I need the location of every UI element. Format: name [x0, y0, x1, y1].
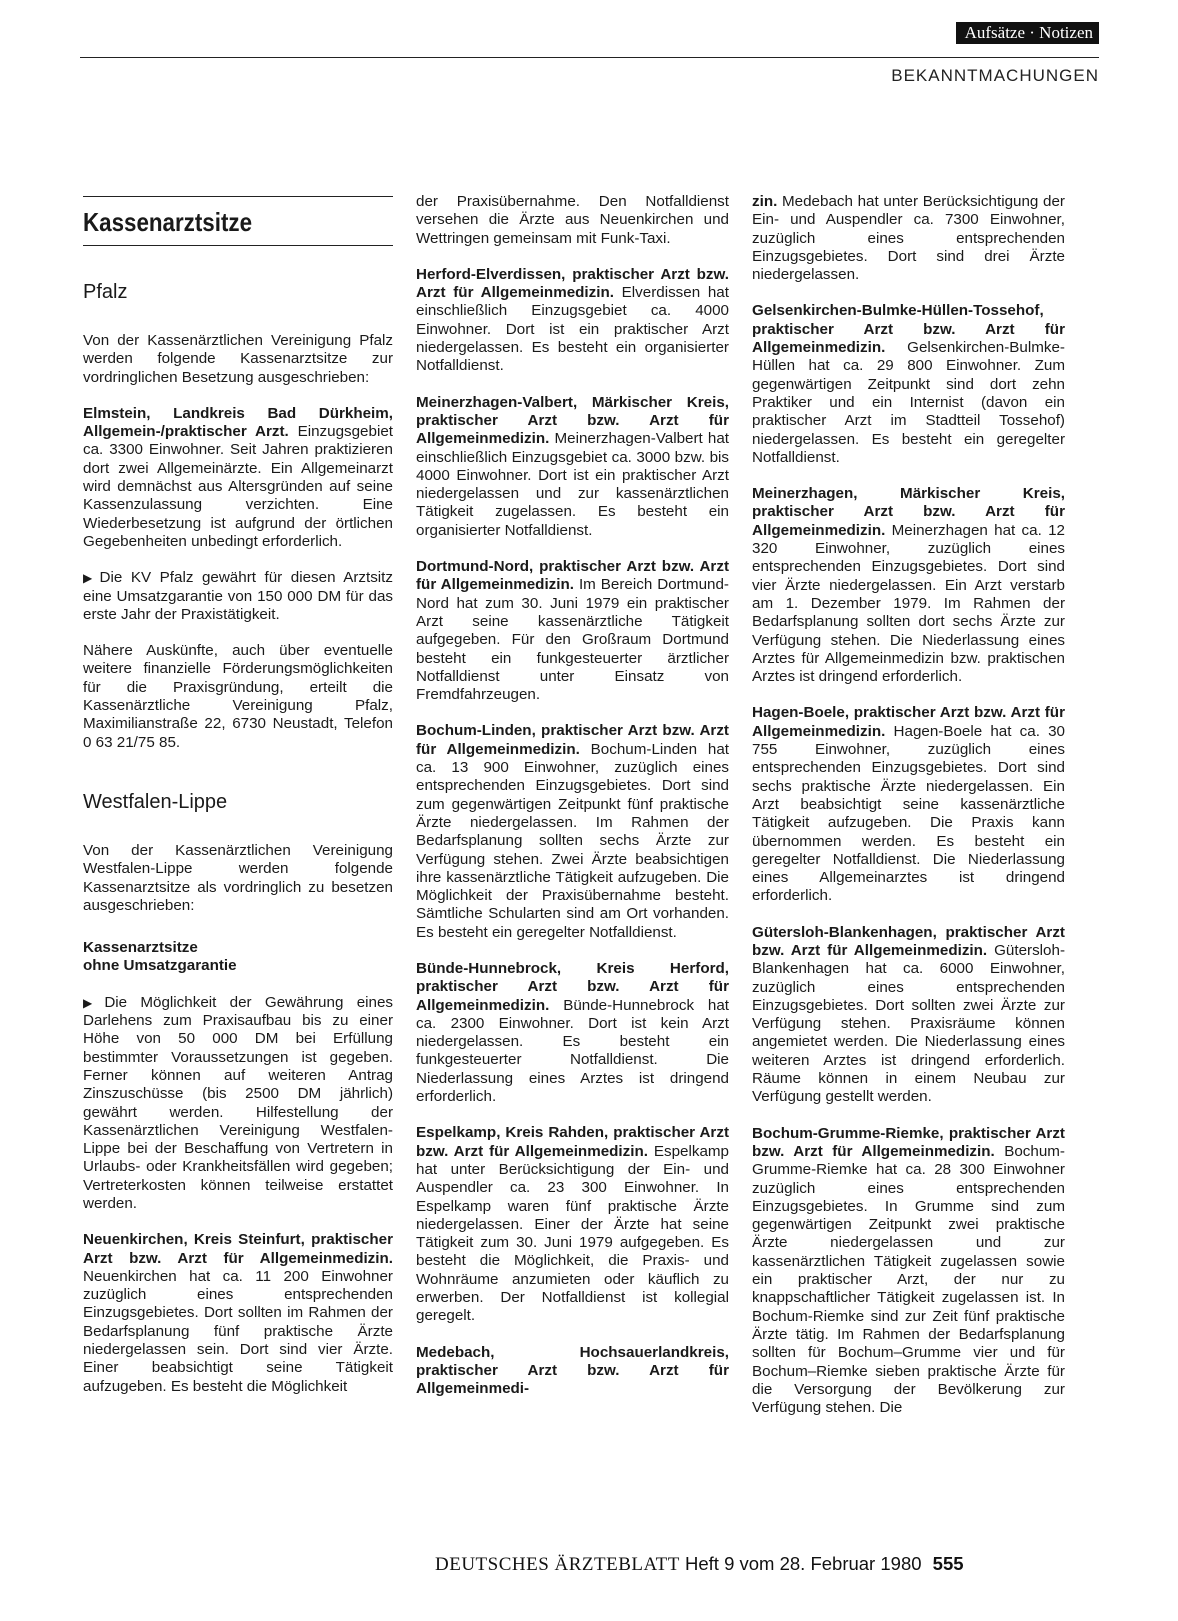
article-title: Kassenarztsitze — [83, 207, 253, 237]
listing-entry — [752, 193, 1065, 284]
col1-entries — [83, 1231, 393, 1396]
subheading-line-1: Kassenarztsitze — [83, 939, 198, 957]
entry-head: Bochum-Linden, praktischer Arzt bzw. Arzt für Allgemeinmedizin. — [416, 722, 729, 758]
column-3 — [752, 193, 1065, 1435]
region-heading-westfalen: Westfalen-Lippe — [83, 790, 228, 813]
page-number: 555 — [932, 1553, 964, 1574]
entry-body: Einzugsgebiet ca. 3300 Einwohner. Seit Jahren praktizieren dort zwei Allgemeinärzte. Ein Allgemeinarzt wird demnächst aus Altersgründen auf seine Kassenzulassung verzichten. Eine Wiederbesetzung ist aufgrund der örtlichen Gegebenheiten unbedingt erforderlich. — [83, 423, 393, 550]
listing-entry — [416, 558, 729, 704]
loan-note-text: Die Möglichkeit der Gewährung eines Darlehens zum Praxisaufbau bis zu einer Höhe von 50 000 DM bei Erfüllung bestimmter Voraussetzungen ist gegeben. Ferner können auf weiteren Antrag Zinszuschüsse (bis 2500 DM jährlich) gewährt werden. Hilfestellung der Kassenärztlichen Vereinigung Westfalen-Lippe bei der Beschaffung von Vertretern in Urlaubs- oder Krankheitsfällen wird gegeben; Vertreterkosten können teilweise erstattet werden. — [83, 993, 393, 1212]
entry-body: Bochum-Linden hat ca. 13 900 Einwohner, zuzüglich eines entsprechenden Einzugsgebietes. Dort sind zum gegenwärtigen Zeitpunkt fünf praktische Ärzte niedergelassen. Im Rahmen der Bedarfsplanung sollten sechs Ärzte zur Verfügung stehen. Zwei Ärzte beabsichtigen ihre kassenärztliche Tätigkeit aufzugeben. Die Möglichkeit der Praxisübernahme besteht. Sämtliche Schularten sind am Ort vorhanden. Es besteht ein geregelter Notfalldienst. — [416, 740, 729, 941]
entry-body: Gelsenkirchen-Bulmke-Hüllen hat ca. 29 800 Einwohner. Zum gegenwärtigen Zeitpunkt sind dort zehn Praktiker und ein Internist (davon ein praktischer Arzt im Stadtteil Tossehof) niedergelassen. Es besteht ein geregelter Notfalldienst. — [752, 339, 1065, 466]
column-2 — [416, 193, 729, 1417]
entry-body: Hagen-Boele hat ca. 30 755 Einwohner, zuzüglich eines entsprechenden Einzugsgebietes. Dort sind sechs praktische Ärzte niedergelassen. Ein Arzt beabsichtigt seine kassenärztliche Tätigkeit aufzugeben. Die Praxis kann übernommen werden. Es besteht ein geregelter Notfalldienst. Die Niederlassung eines Allgemeinarztes ist dringend erforderlich. — [752, 722, 1065, 905]
loan-note — [83, 994, 393, 1214]
entry-body: Neuenkirchen hat ca. 11 200 Einwohner zuzüglich eines entsprechenden Einzugsgebietes. Dort sollten im Rahmen der Bedarfsplanung fünf praktische Ärzte niedergelassen sein. Dort sind vier Ärzte. Einer beabsichtigt seine Tätigkeit aufzugeben. Es besteht die Möglichkeit — [83, 1267, 393, 1395]
entry-body: der Praxisübernahme. Den Notfalldienst versehen die Ärzte aus Neuenkirchen und Wettringen gemeinsam mit Funk-Taxi. — [416, 193, 729, 247]
listing-entry — [416, 960, 729, 1106]
entry-body: Meinerzhagen-Valbert hat einschließlich Einzugsgebiet ca. 3000 bzw. bis 4000 Einwohner. Dort ist ein praktischer Arzt niedergelassen und zur kassenärztlichen Tätigkeit zugelassen. Es besteht ein organisierter Notfalldienst. — [416, 430, 729, 539]
column-1 — [83, 196, 393, 1414]
department-label: BEKANNTMACHUNGEN — [891, 66, 1099, 85]
entry-head: Gütersloh-Blankenhagen, praktischer Arzt bzw. Arzt für Allgemeinmedizin. — [752, 923, 1065, 959]
entry-head: Bünde-Hunnebrock, Kreis Herford, praktischer Arzt bzw. Arzt für Allgemeinmedizin. — [416, 959, 729, 1014]
arrow-bullet-icon: ▶ — [83, 571, 97, 586]
entry-head: Elmstein, Landkreis Bad Dürkheim, Allgemein-/praktischer Arzt. — [83, 404, 393, 441]
entry-body: Im Bereich Dortmund-Nord hat zum 30. Juni 1979 ein praktischer Arzt seine kassenärztliche Tätigkeit aufgegeben. Für den Großraum Dortmund besteht ein funkgesteuerter ärztlicher Notfalldienst unter Einsatz von Fremdfahrzeugen. — [416, 576, 729, 704]
subheading-line-2: ohne Umsatzgarantie — [83, 957, 237, 975]
listing-entry — [83, 1231, 393, 1396]
entry-body: Gütersloh-Blankenhagen hat ca. 6000 Einwohner, zuzüglich eines entsprechenden Einzugsgebietes. Dort sollten zwei Ärzte zur Verfügung stehen. Praxisräume können angemietet werden. Die Niederlassung eines weiteren Arztes ist dringend erforderlich. Räume können in einem Neubau zur Verfügung gestellt werden. — [752, 941, 1065, 1106]
guarantee-text: Die KV Pfalz gewährt für diesen Arztsitz eine Umsatzgarantie von 150 000 DM für das erste Jahr der Praxistätigkeit. — [83, 569, 393, 623]
listing-entry — [416, 1124, 729, 1325]
entry-head: Medebach, Hochsauerlandkreis, praktischer Arzt bzw. Arzt für Allgemeinmedi- — [416, 1343, 729, 1398]
entry-head: Bochum-Grumme-Riemke, praktischer Arzt bzw. Arzt für Allgemeinmedizin. — [752, 1124, 1065, 1160]
westfalen-intro: Von der Kassenärztlichen Vereinigung Westfalen-Lippe werden folgende Kassenarztsitze als vordringlich zu besetzen ausgeschrieben: — [83, 841, 393, 914]
page-footer — [435, 1553, 964, 1576]
pfalz-intro: Von der Kassenärztlichen Vereinigung Pfalz werden folgende Kassenarztsitze zur vordringlichen Besetzung ausgeschrieben: — [83, 332, 393, 386]
entry-body: Espelkamp hat unter Berücksichtigung der Ein- und Auspendler ca. 23 300 Einwohner. In Espelkamp waren fünf praktische Ärzte niedergelassen. Einer der Ärzte hat seine Tätigkeit zum 30. Juni 1979 aufgegeben. Es besteht die Möglichkeit, die Praxis- und Wohnräume anzumieten oder käuflich zu erwerben. Der Notfalldienst ist kollegial geregelt. — [416, 1142, 729, 1325]
entry-head: Gelsenkirchen-Bulmke-Hüllen-Tossehof, praktischer Arzt bzw. Arzt für Allgemeinmedizin. — [752, 302, 1065, 357]
subheading — [83, 939, 393, 976]
entry-body: Bochum-Grumme-Riemke hat ca. 28 300 Einwohner zuzüglich eines entsprechenden Einzugsgebietes. In Grumme sind zum gegenwärtigen Zeitpunkt zwei praktische Ärzte niedergelassen und zur kassenärztlichen Tätigkeit zugelassen sowie ein praktischer Arzt, der nur zu knappschaftlicher Tätigkeit zugelassen ist. In Bochum-Riemke sind zur Zeit fünf praktische Ärzte tätig. Im Rahmen der Bedarfsplanung sollten für Bochum–Grumme vier und für Bochum–Riemke sieben praktische Ärzte für die Versorgung der Bevölkerung zur Verfügung stehen. Die — [752, 1142, 1065, 1417]
entry-body: Meinerzhagen hat ca. 12 320 Einwohner, zuzüglich eines entsprechenden Einzugsgebietes. Dort sind vier Ärzte niedergelassen. Ein Arzt verstarb am 1. Dezember 1979. Im Rahmen der Bedarfsplanung sollten dort sechs Ärzte zur Verfügung stehen. Die Niederlassung eines Arztes für Allgemeinmedizin bzw. praktischen Arztes ist dringend erforderlich. — [752, 521, 1065, 686]
listing-entry — [416, 193, 729, 248]
entry-body: Elverdissen hat einschließlich Einzugsgebiet ca. 4000 Einwohner. Dort ist ein praktischer Arzt niedergelassen. Es besteht ein organisierter Notfalldienst. — [416, 284, 729, 375]
listing-entry — [416, 1344, 729, 1399]
listing-entry — [416, 394, 729, 540]
listing-entry — [752, 1125, 1065, 1418]
arrow-bullet-icon: ▶ — [83, 995, 102, 1010]
pfalz-entry — [83, 405, 393, 551]
header-rule — [80, 57, 1099, 58]
entry-head: Meinerzhagen-Valbert, Märkischer Kreis, praktischer Arzt bzw. Arzt für Allgemeinmedizin. — [416, 393, 729, 448]
issue-info: Heft 9 vom 28. Februar 1980 — [685, 1553, 922, 1574]
listing-entry — [752, 302, 1065, 467]
pfalz-contact: Nähere Auskünfte, auch über eventuelle weitere finanzielle Förderungsmöglichkeiten für die Praxisgründung, erteilt die Kassenärztliche Vereinigung Pfalz, Maximilianstraße 22, 6730 Neustadt, Telefon 0 63 21/75 85. — [83, 642, 393, 751]
section-tag: Aufsätze · Notizen — [956, 22, 1099, 44]
entry-head: Espelkamp, Kreis Rahden, praktischer Arzt bzw. Arzt für Allgemeinmedizin. — [416, 1124, 729, 1160]
entry-body: Bünde-Hunnebrock hat ca. 2300 Einwohner. Dort ist kein Arzt niedergelassen. Es besteht ein funkgesteuerter Notfalldienst. Die Niederlassung eines Arztes ist dringend erforderlich. — [416, 996, 729, 1106]
listing-entry — [752, 704, 1065, 905]
listing-entry — [752, 485, 1065, 686]
entry-head: Herford-Elverdissen, praktischer Arzt bzw. Arzt für Allgemeinmedizin. — [416, 265, 729, 302]
magazine-name: DEUTSCHES ÄRZTEBLATT — [435, 1554, 680, 1575]
title-rule-top — [83, 196, 393, 197]
entry-head: Hagen-Boele, praktischer Arzt bzw. Arzt für Allgemeinmedizin. — [752, 704, 1065, 740]
listing-entry — [416, 266, 729, 376]
entry-head: Meinerzhagen, Märkischer Kreis, praktischer Arzt bzw. Arzt für Allgemeinmedizin. — [752, 485, 1065, 539]
listing-entry — [752, 924, 1065, 1107]
pfalz-guarantee — [83, 569, 393, 624]
title-rule-bottom — [83, 245, 393, 246]
entry-head: Neuenkirchen, Kreis Steinfurt, praktischer Arzt bzw. Arzt für Allgemeinmedizin. — [83, 1231, 393, 1267]
entry-head: zin. — [752, 193, 778, 210]
entry-head: Dortmund-Nord, praktischer Arzt bzw. Arzt für Allgemeinmedizin. — [416, 558, 729, 594]
entry-body: Medebach hat unter Berücksichtigung der Ein- und Auspendler ca. 7300 Einwohner, zuzüglich eines entsprechenden Einzugsgebietes. Dort sind drei Ärzte niedergelassen. — [752, 193, 1065, 284]
listing-entry — [416, 722, 729, 942]
region-heading-pfalz: Pfalz — [83, 281, 128, 303]
